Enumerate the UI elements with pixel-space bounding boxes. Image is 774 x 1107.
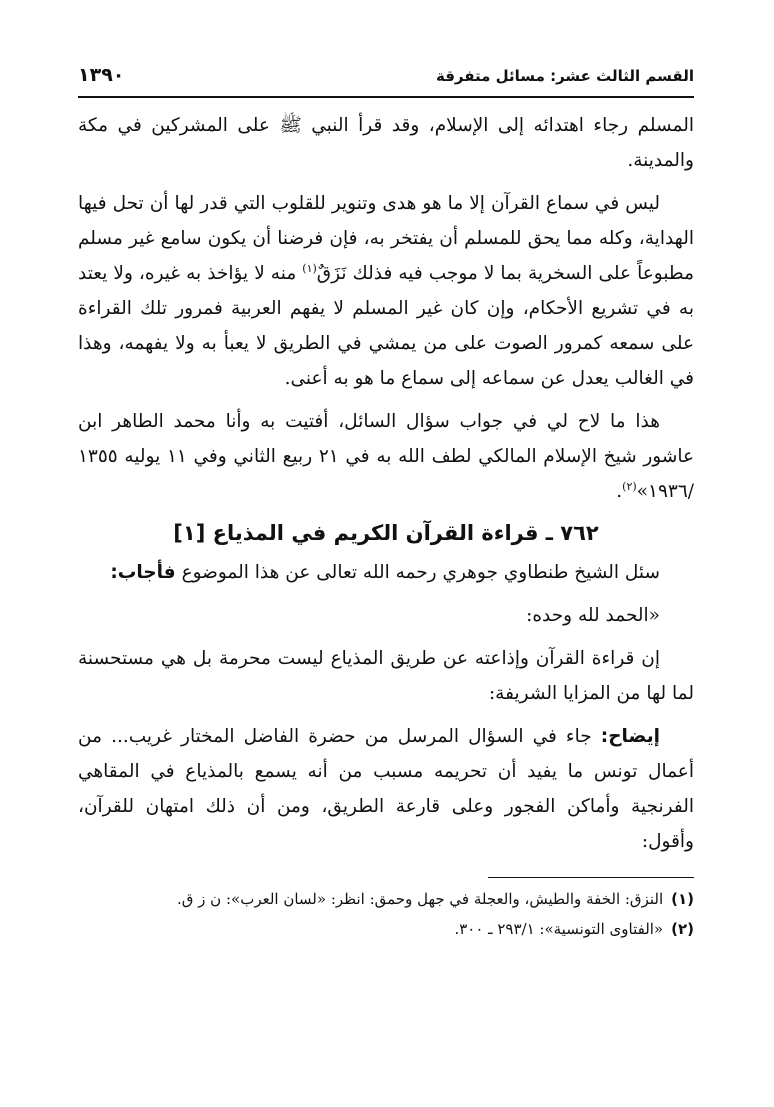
paragraph: «الحمد لله وحده: bbox=[526, 605, 660, 626]
paragraph bbox=[78, 404, 694, 509]
answer-label: فأجاب: bbox=[110, 562, 176, 583]
footnotes bbox=[78, 884, 694, 944]
footnote-divider bbox=[488, 877, 694, 878]
paragraph-text: هذا ما لاح لي في جواب سؤال السائل، أفتيت به وأنا محمد الطاهر ابن عاشور شيخ الإسلام المالكي لطف الله به في ٢١ ربيع الثاني وفي ١١ يوليه ١٣٥٥ /١٩٣٦» bbox=[78, 411, 695, 502]
footnote-reference: (١) bbox=[302, 261, 317, 275]
paragraph-text: منه لا يؤاخذ به غيره، ولا يعتد به في تشريع الأحكام، وإن كان غير المسلم لا يفهم العربية فمرور تلك القراءة على سمعه كمرور الصوت على من يمشي في الطريق لا يعبأ به ولا يفهمه، وهذا في الغالب يعدل عن سماعه إلى سماع ما هو به أعنى. bbox=[78, 263, 694, 389]
question-text: سئل الشيخ طنطاوي جوهري رحمه الله تعالى عن هذا الموضوع bbox=[181, 562, 660, 583]
paragraph-text: ليس في سماع القرآن إلا ما هو هدى وتنوير للقلوب التي قدر لها أن تحل فيها الهداية، وكله مما يحق للمسلم أن يفتخر به، فإن فرضنا أن يكون سامع غير مسلم مطبوعاً على السخرية بما لا موجب فيه فذلك نَزَقٌ bbox=[78, 193, 694, 284]
idah-label: إيضاح: bbox=[600, 726, 660, 747]
section-heading bbox=[78, 521, 694, 545]
page-number: ١٣٩٠ bbox=[78, 64, 125, 86]
footnote-mark: (١) bbox=[671, 890, 694, 908]
paragraph bbox=[78, 555, 694, 590]
footnote-text: «الفتاوى التونسية»: ٢٩٣/١ ـ ٣٠٠. bbox=[454, 920, 664, 938]
paragraph-text: . bbox=[616, 481, 623, 502]
paragraph: المسلم رجاء اهتدائه إلى الإسلام، وقد قرأ النبي ﷺ على المشركين في مكة والمدينة. bbox=[78, 115, 694, 171]
footnote-mark: (٢) bbox=[671, 920, 694, 938]
paragraph bbox=[78, 719, 694, 859]
running-header bbox=[78, 58, 694, 98]
footnote bbox=[78, 914, 694, 944]
section-title: ٧٦٢ ـ قراءة القرآن الكريم في المذياع [١] bbox=[173, 521, 599, 545]
paragraph: إن قراءة القرآن وإذاعته عن طريق المذياع ليست محرمة بل هي مستحسنة لما لها من المزايا الشريفة: bbox=[78, 648, 694, 704]
section-running-title: القسم الثالث عشر: مسائل متفرقة bbox=[435, 67, 694, 85]
page-body bbox=[78, 108, 694, 859]
book-page bbox=[78, 58, 694, 944]
footnote bbox=[78, 884, 694, 914]
footnote-text: النزق: الخفة والطيش، والعجلة في جهل وحمق: انظر: «لسان العرب»: ن ز ق. bbox=[177, 890, 664, 908]
paragraph bbox=[78, 186, 694, 396]
paragraph-text: جاء في السؤال المرسل من حضرة الفاضل المختار غريب... من أعمال تونس ما يفيد أن تحريمه مسبب من أنه يسمع بالمذياع في المقاهي الفرنجية وأماكن الفجور وعلى قارعة الطريق، ومن أن ذلك امتهان للقرآن، وأقول: bbox=[78, 726, 694, 852]
footnote-reference: (٢) bbox=[622, 479, 637, 493]
